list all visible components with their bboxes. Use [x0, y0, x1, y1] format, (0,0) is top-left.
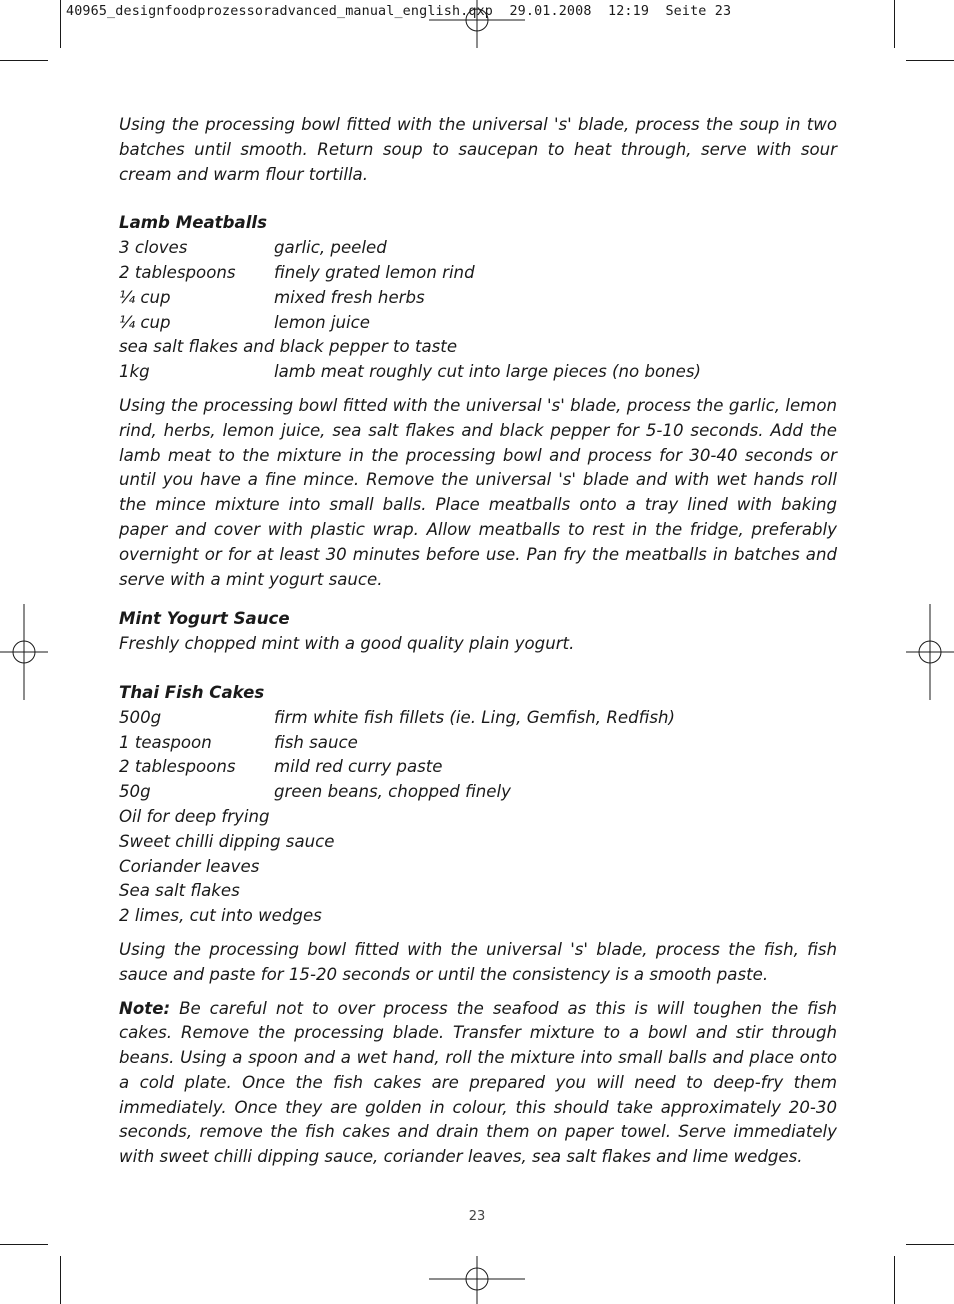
ingredient-line: sea salt flakes and black pepper to taste — [119, 337, 458, 357]
method-thai: Using the processing bowl fitted with the universal 's' blade, process the fish, fish sauce and paste for 15-20 seconds or until the consistency is a smooth paste. — [119, 939, 837, 984]
ingredient-row — [119, 311, 837, 336]
crop-mark — [60, 0, 61, 48]
ingredient-qty: 1 teaspoon — [119, 732, 212, 752]
ingredient-line: Sweet chilli dipping sauce — [119, 831, 335, 851]
ingredient-desc: mixed fresh herbs — [274, 287, 425, 307]
recipe-title-lamb: Lamb Meatballs — [119, 213, 267, 233]
ingredient-row — [119, 360, 837, 385]
ingredient-row — [119, 706, 837, 731]
ingredient-line: Coriander leaves — [119, 856, 260, 876]
ingredient-qty: 50g — [119, 782, 151, 802]
mint-description: Freshly chopped mint with a good quality plain yogurt. — [119, 634, 575, 654]
method-lamb: Using the processing bowl fitted with the universal 's' blade, process the garlic, lemon rind, herbs, lemon juice, sea salt flakes and black pepper for 5-10 seconds. Add the lamb meat to the mixture in the processing bowl and process for 30-40 seconds or until you have a fine mince. Remove the universal 's' blade and with wet hands roll the mince mixture into small balls. Place meatballs onto a tray lined with baking paper and cover with plastic wrap. Allow meatballs to rest in the fridge, preferably overnight or for at least 30 minutes before use. Pan fry the meatballs in batches and serve with a mint yogurt sauce. — [119, 395, 837, 589]
ingredient-line: Oil for deep frying — [119, 806, 270, 826]
registration-mark-bottom — [429, 1256, 525, 1304]
ingredient-qty: 2 tablespoons — [119, 757, 236, 777]
ingredient-row — [119, 236, 837, 261]
note-paragraph — [119, 997, 837, 1171]
ingredient-list-thai — [119, 706, 837, 929]
crop-mark — [906, 1244, 954, 1245]
page-number: 23 — [468, 1209, 486, 1224]
ingredient-row — [119, 261, 837, 286]
ingredient-line: 2 limes, cut into wedges — [119, 906, 322, 926]
recipe-title-mint: Mint Yogurt Sauce — [119, 609, 290, 629]
file-slug: 40965_designfoodprozessoradvanced_manual_english.qxp 29.01.2008 12:19 Seite 23 — [66, 4, 732, 19]
ingredient-list-lamb — [119, 236, 837, 385]
ingredient-desc: green beans, chopped finely — [274, 782, 511, 802]
ingredient-desc: lemon juice — [274, 312, 370, 332]
ingredient-desc: lamb meat roughly cut into large pieces (no bones) — [274, 362, 701, 382]
ingredient-qty: ¼ cup — [119, 312, 171, 332]
recipe-title-thai: Thai Fish Cakes — [119, 682, 265, 702]
note-label: Note: — [119, 998, 171, 1018]
ingredient-desc: fish sauce — [274, 732, 358, 752]
crop-mark — [0, 1244, 48, 1245]
ingredient-row — [119, 780, 837, 805]
registration-mark-right — [906, 604, 954, 700]
crop-mark — [894, 1256, 895, 1304]
ingredient-qty: 1kg — [119, 362, 150, 382]
crop-mark — [0, 60, 48, 61]
ingredient-line: Sea salt flakes — [119, 881, 240, 901]
ingredient-desc: finely grated lemon rind — [274, 262, 475, 282]
ingredient-qty: 3 cloves — [119, 238, 188, 258]
note-text: Be careful not to over process the seafood as this is will toughen the fish cakes. Remove the processing blade. Transfer mixture to a bowl and stir through beans. Using a spoon and a wet hand, roll the mixture into small balls and place onto a cold plate. Once the fish cakes are prepared you will need to deep-fry them immediately. Once they are golden in colour, this should take approximately 20-30 seconds, remove the fish cakes and drain them on paper towel. Serve immediately with sweet chilli dipping sauce, coriander leaves, sea salt flakes and lime wedges. — [119, 998, 837, 1167]
ingredient-desc: garlic, peeled — [274, 238, 387, 258]
ingredient-qty: ¼ cup — [119, 287, 171, 307]
ingredient-desc: mild red curry paste — [274, 757, 443, 777]
registration-mark-top — [429, 0, 525, 48]
page-content — [119, 113, 837, 1170]
intro-paragraph: Using the processing bowl fitted with the universal 's' blade, process the soup in two batches until smooth. Return soup to saucepan to heat through, serve with sour cream and warm flour tortilla. — [119, 115, 837, 184]
registration-mark-left — [0, 604, 48, 700]
ingredient-row — [119, 286, 837, 311]
crop-mark — [894, 0, 895, 48]
ingredient-row — [119, 731, 837, 756]
ingredient-desc: firm white fish fillets (ie. Ling, Gemfish, Redfish) — [274, 707, 675, 727]
ingredient-qty: 2 tablespoons — [119, 262, 236, 282]
ingredient-qty: 500g — [119, 707, 162, 727]
ingredient-row — [119, 755, 837, 780]
crop-mark — [60, 1256, 61, 1304]
crop-mark — [906, 60, 954, 61]
